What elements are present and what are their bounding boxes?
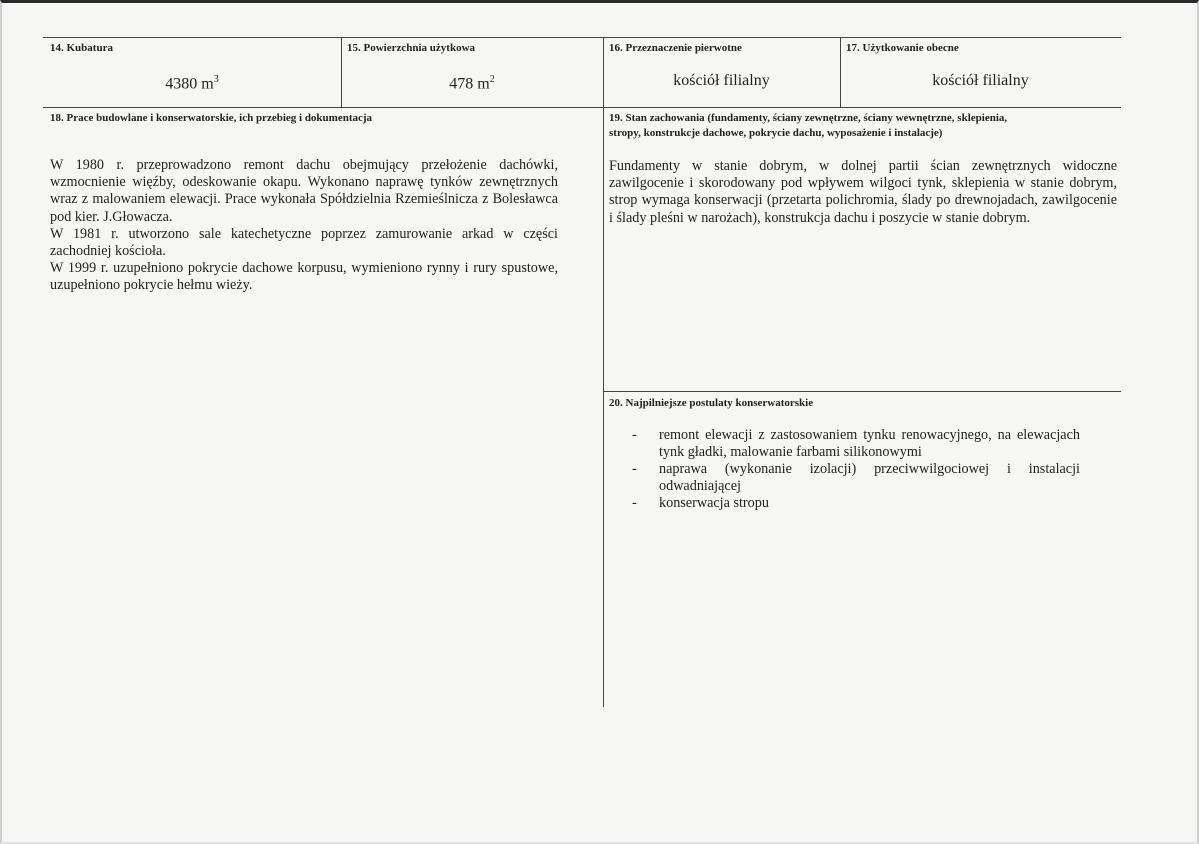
field-17-value: kościół filialny bbox=[932, 72, 1029, 89]
field-14-label: 14. Kubatura bbox=[50, 42, 113, 54]
section-18-paragraph: W 1999 r. uzupełniono pokrycie dachowe korpusu, wymieniono rynny i rury spustowe, uzupełniono pokrycie hełmu wieży. bbox=[50, 260, 558, 294]
postulate-text: naprawa (wykonanie izolacji) przeciwwilgociowej i instalacji odwadniającej bbox=[659, 461, 1080, 494]
field-15-number: 478 m bbox=[449, 75, 490, 93]
section-20-list bbox=[632, 427, 1080, 512]
section-20-label: 20. Najpilniejsze postulaty konserwatorskie bbox=[609, 397, 814, 409]
row-divider bbox=[43, 107, 1121, 108]
field-14-number: 4380 m bbox=[165, 75, 214, 93]
section-19-paragraph: Fundamenty w stanie dobrym, w dolnej partii ścian zewnętrznych widoczne zawilgocenie i skorodowany pod wpływem wilgoci tynk, sklepienia w stanie dobrym, strop wymaga konserwacji (przetarta polichromia, ślady po drewnojadach, zawilgocenie i ślady pleśni w narożach), konstrukcja dachu i poszycie w stanie dobrym. bbox=[609, 158, 1117, 226]
section-18-text bbox=[50, 157, 558, 295]
section-19-label-line-1: 19. Stan zachowania (fundamenty, ściany zewnętrzne, ściany wewnętrzne, sklepienia, bbox=[609, 112, 1008, 124]
postulate-text: konserwacja stropu bbox=[659, 495, 769, 511]
section-18-paragraph: W 1980 r. przeprowadzono remont dachu obejmujący przełożenie dachówki, wzmocnienie więźby, odeskowanie okapu. Wykonano naprawę tynków zewnętrznych wraz z malowaniem elewacji. Prace wykonała Spółdzielnia Rzemieślnicza z Bolesławca pod kier. J.Głowacza. bbox=[50, 157, 558, 225]
section-19-text bbox=[609, 158, 1117, 227]
postulate-item bbox=[632, 461, 1080, 495]
postulate-text: remont elewacji z zastosowaniem tynku renowacyjnego, na elewacjach tynk gładki, malowanie farbami silikonowymi bbox=[659, 427, 1080, 460]
field-16-label: 16. Przeznaczenie pierwotne bbox=[609, 42, 742, 54]
field-15-label: 15. Powierzchnia użytkowa bbox=[347, 42, 476, 54]
section-18-paragraph: W 1981 r. utworzono sale katechetyczne poprzez zamurowanie arkad w części zachodniej kościoła. bbox=[50, 225, 558, 260]
field-14-value bbox=[43, 71, 341, 93]
field-17-label: 17. Użytkowanie obecne bbox=[846, 42, 959, 54]
bullet-dash: - bbox=[632, 495, 637, 511]
bullet-dash: - bbox=[632, 461, 637, 477]
field-15-value bbox=[341, 71, 603, 93]
col-divider-main bbox=[603, 37, 604, 707]
postulate-item bbox=[632, 427, 1080, 461]
top-rule bbox=[43, 37, 1121, 38]
field-15-unit-exponent: 2 bbox=[489, 74, 495, 85]
section-19-label-line-2: stropy, konstrukcje dachowe, pokrycie dachu, wyposażenie i instalacje) bbox=[609, 127, 943, 139]
section-20-divider bbox=[603, 391, 1121, 392]
field-14-unit-exponent: 3 bbox=[213, 74, 219, 85]
field-16-value: kościół filialny bbox=[673, 72, 770, 89]
postulate-item bbox=[632, 495, 1080, 512]
section-18-label: 18. Prace budowlane i konserwatorskie, ich przebieg i dokumentacja bbox=[50, 112, 373, 124]
bullet-dash: - bbox=[632, 427, 637, 443]
